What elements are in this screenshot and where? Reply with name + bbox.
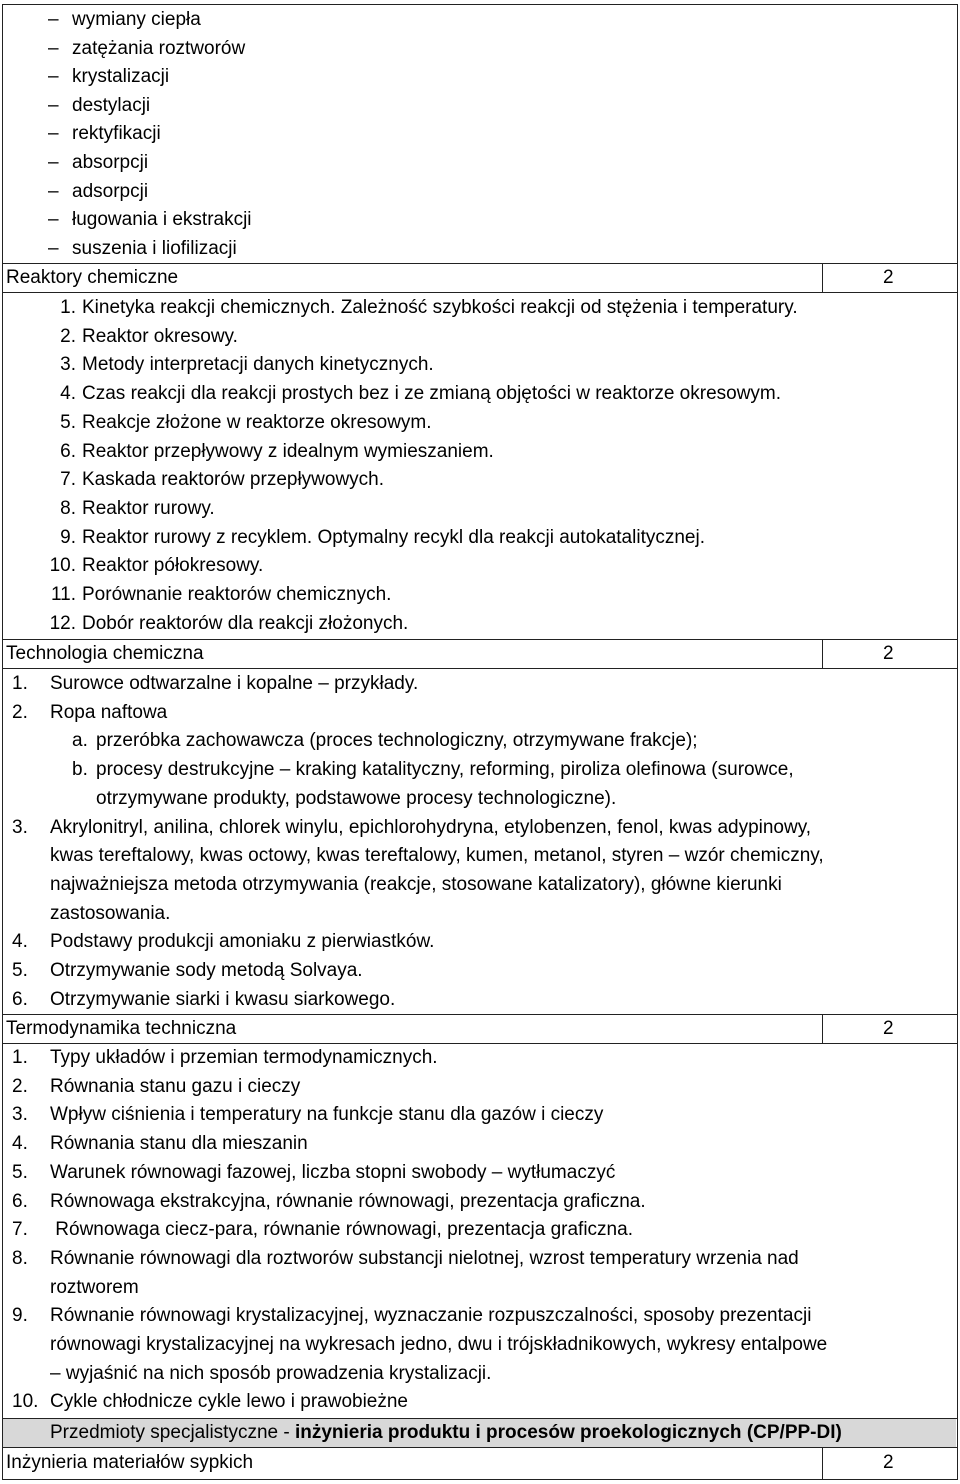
dash-bullet: – — [48, 37, 59, 59]
item-text: najważniejsza metoda otrzymywania (reakcje, stosowane katalizatory), główne kierunki — [50, 873, 782, 895]
list-item — [0, 1101, 960, 1129]
item-text: Czas reakcji dla reakcji prostych bez i ze zmianą objętości w reaktorze okresowym. — [82, 383, 782, 405]
list-item — [0, 1302, 960, 1330]
dash-bullet: – — [48, 9, 59, 30]
list-item — [0, 1388, 960, 1416]
item-text: otrzymywane produkty, podstawowe procesy technologiczne). — [96, 787, 617, 809]
item-number: 9. — [12, 1305, 28, 1327]
table-border — [2, 1479, 958, 1480]
specialist-prefix: Przedmioty specjalistyczne - — [50, 1422, 295, 1443]
item-text: Cykle chłodnicze cykle lewo i prawobieżne — [50, 1391, 409, 1413]
item-number: 9. — [60, 526, 76, 548]
list-item — [0, 63, 960, 91]
list-item — [0, 814, 960, 842]
item-text: Kinetyka reakcji chemicznych. Zależność szybkości reakcji od stężenia i temperatury. — [82, 297, 798, 318]
item-text: Równania stanu gazu i cieczy — [50, 1075, 301, 1097]
list-item — [0, 235, 960, 263]
list-item — [0, 149, 960, 177]
section-hours: 2 — [883, 643, 894, 664]
list-item — [0, 524, 960, 552]
item-number: 2. — [60, 325, 76, 347]
item-text: Ropa naftowa — [50, 701, 168, 723]
list-item-text: ługowania i ekstrakcji — [72, 209, 252, 231]
item-number: 8. — [60, 497, 76, 519]
list-item — [0, 438, 960, 466]
item-number: 5. — [60, 411, 76, 433]
item-number: 1. — [12, 1047, 28, 1068]
dash-bullet: – — [48, 152, 59, 173]
item-text: Metody interpretacji danych kinetycznych. — [82, 354, 434, 376]
item-number: 4. — [12, 931, 28, 953]
specialist-bold: inżynieria produktu i procesów proekologicznych (CP/PP-DI) — [294, 1422, 842, 1443]
item-number: 6. — [12, 1190, 28, 1212]
item-text: Dobór reaktorów dla reakcji złożonych. — [82, 612, 409, 634]
list-item — [0, 670, 960, 698]
list-item — [0, 1331, 960, 1359]
list-item — [0, 957, 960, 985]
list-item-text: adsorpcji — [72, 180, 149, 202]
section-title: Termodynamika techniczna — [6, 1018, 237, 1039]
dash-bullet: – — [48, 66, 59, 88]
list-item — [0, 466, 960, 494]
list-item-text: wymiany ciepła — [72, 9, 201, 30]
item-text: Reaktor półokresowy. — [82, 555, 264, 577]
list-item — [0, 1216, 960, 1244]
item-text: Reaktor przepływowy z idealnym wymieszaniem. — [82, 440, 494, 462]
item-text: Kaskada reaktorów przepływowych. — [82, 469, 385, 491]
list-item — [0, 842, 960, 870]
item-text: Reaktor rurowy z recyklem. Optymalny recykl dla reakcji autokatalitycznej. — [82, 526, 705, 548]
list-item-text: absorpcji — [72, 152, 149, 173]
item-text: Porównanie reaktorów chemicznych. — [82, 584, 392, 605]
list-item — [0, 785, 960, 813]
item-text: kwas tereftalowy, kwas octowy, kwas tereftalowy, kumen, metanol, styren – wzór chemiczny, — [50, 845, 824, 867]
section-header-termodynamika — [0, 1015, 960, 1043]
row-divider — [2, 292, 958, 293]
item-number: 11. — [50, 584, 76, 605]
list-item-text: krystalizacji — [72, 66, 170, 88]
section-header-reaktory — [0, 264, 960, 292]
item-number: 3. — [12, 816, 28, 838]
item-text: zastosowania. — [50, 902, 171, 924]
list-item — [0, 727, 960, 755]
list-item — [0, 380, 960, 408]
section-hours: 2 — [883, 1452, 894, 1473]
list-item — [0, 323, 960, 351]
item-text: Równowaga ciecz-para, równanie równowagi, prezentacja graficzna. — [50, 1219, 633, 1241]
item-number: 5. — [12, 1161, 28, 1183]
item-number: 12. — [49, 612, 76, 634]
item-number: 1. — [60, 297, 76, 318]
item-text: Reaktor okresowy. — [82, 325, 238, 347]
list-item — [0, 1044, 960, 1072]
list-item-text: suszenia i liofilizacji — [72, 237, 237, 259]
section-title: Reaktory chemiczne — [6, 267, 179, 288]
list-item — [0, 6, 960, 34]
item-text: Podstawy produkcji amoniaku z pierwiastków. — [50, 931, 435, 953]
section-title: Technologia chemiczna — [6, 643, 204, 664]
dash-bullet: – — [48, 209, 59, 231]
item-number: 4. — [12, 1133, 28, 1155]
list-item — [0, 1188, 960, 1216]
item-text: Wpływ ciśnienia i temperatury na funkcje stanu dla gazów i cieczy — [50, 1104, 604, 1126]
item-number: 1. — [12, 673, 28, 694]
list-item — [0, 900, 960, 928]
list-item — [0, 1245, 960, 1273]
item-number: 3. — [60, 354, 76, 376]
item-number: 2. — [12, 701, 28, 723]
item-number: 8. — [12, 1247, 28, 1269]
item-text: – wyjaśnić na nich sposób prowadzenia krystalizacji. — [50, 1362, 492, 1384]
item-text: Typy układów i przemian termodynamicznych. — [50, 1047, 438, 1068]
list-item-text: destylacji — [72, 94, 151, 116]
list-item — [0, 206, 960, 234]
section-hours: 2 — [883, 267, 894, 288]
list-item — [0, 1130, 960, 1158]
list-item — [0, 1274, 960, 1302]
section-hours: 2 — [883, 1018, 894, 1039]
list-item — [0, 756, 960, 784]
list-item — [0, 409, 960, 437]
dash-bullet: – — [48, 237, 59, 259]
list-item — [0, 699, 960, 727]
item-text: Równania stanu dla mieszanin — [50, 1133, 308, 1155]
item-number: 10. — [49, 555, 76, 577]
row-divider — [2, 668, 958, 669]
section-header-inzynieria — [0, 1449, 960, 1477]
section-title: Inżynieria materiałów sypkich — [6, 1452, 254, 1473]
item-text: Surowce odtwarzalne i kopalne – przykłady. — [50, 673, 419, 694]
item-number: 2. — [12, 1075, 28, 1097]
list-item — [0, 1360, 960, 1388]
item-text: Reaktor rurowy. — [82, 497, 215, 519]
item-text: Równanie równowagi krystalizacyjnej, wyznaczanie rozpuszczalności, sposoby prezentacji — [50, 1305, 812, 1327]
item-number: 10. — [12, 1391, 39, 1413]
item-number: 5. — [12, 960, 28, 981]
row-divider — [2, 1447, 958, 1448]
item-text: równowagi krystalizacyjnej na wykresach jedno, dwu i trójskładnikowych, wykresy entalpowe — [50, 1334, 828, 1355]
list-item — [0, 92, 960, 120]
item-text: Równowaga ekstrakcyjna, równanie równowagi, prezentacja graficzna. — [50, 1190, 646, 1212]
list-item — [0, 986, 960, 1014]
dash-bullet: – — [48, 123, 59, 145]
list-item — [0, 120, 960, 148]
list-item-text: rektyfikacji — [72, 123, 161, 145]
item-text: Warunek równowagi fazowej, liczba stopni swobody – wytłumaczyć — [50, 1161, 616, 1183]
list-item — [0, 1073, 960, 1101]
item-number: 7. — [60, 469, 76, 491]
table-border — [2, 4, 958, 5]
item-text: roztworem — [50, 1276, 139, 1298]
specialist-heading — [50, 1419, 842, 1447]
item-number: 7. — [12, 1219, 28, 1241]
item-text: Akrylonitryl, anilina, chlorek winylu, epichlorohydryna, etylobenzen, fenol, kwas adypinowy, — [50, 816, 812, 838]
item-text: procesy destrukcyjne – kraking katalityczny, reforming, piroliza olefinowa (surowce, — [96, 759, 794, 781]
item-text: Otrzymywanie siarki i kwasu siarkowego. — [50, 988, 396, 1010]
section-header-technologia — [0, 640, 960, 668]
dash-bullet: – — [48, 94, 59, 116]
list-item — [0, 495, 960, 523]
list-item — [0, 610, 960, 638]
item-number: 4. — [60, 383, 76, 405]
list-item — [0, 552, 960, 580]
item-number: 6. — [60, 440, 76, 462]
list-item — [0, 1159, 960, 1187]
dash-bullet: – — [48, 180, 59, 202]
item-subletter: a. — [72, 730, 88, 752]
list-item — [0, 294, 960, 322]
list-item — [0, 928, 960, 956]
list-item — [0, 351, 960, 379]
item-subletter: b. — [72, 759, 88, 781]
item-text: Równanie równowagi dla roztworów substancji nielotnej, wzrost temperatury wrzenia nad — [50, 1247, 799, 1269]
item-text: Reakcje złożone w reaktorze okresowym. — [82, 411, 432, 433]
item-number: 3. — [12, 1104, 28, 1126]
list-item-text: zatężania roztworów — [72, 37, 246, 59]
list-item — [0, 581, 960, 609]
item-text: Otrzymywanie sody metodą Solvaya. — [50, 960, 363, 981]
list-item — [0, 178, 960, 206]
list-item — [0, 871, 960, 899]
item-text: przeróbka zachowawcza (proces technologiczny, otrzymywane frakcje); — [96, 730, 698, 752]
item-number: 6. — [12, 988, 28, 1010]
list-item — [0, 35, 960, 63]
